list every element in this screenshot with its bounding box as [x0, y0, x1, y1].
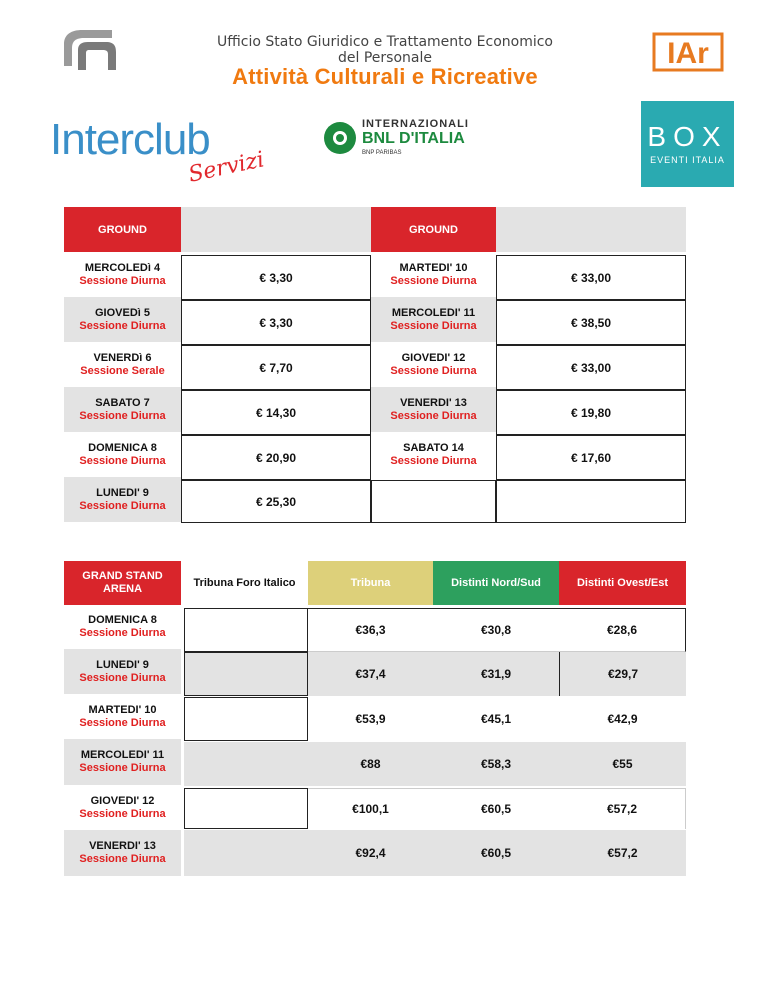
bnl-logo-line2: BNL D'ITALIA [362, 130, 465, 147]
session-label: Sessione Diurna [79, 762, 166, 774]
grandstand-nord-sud-price: €45,1 [433, 697, 559, 741]
grandstand-ovest-est-price: €28,6 [559, 608, 686, 652]
grandstand-day-cell [64, 739, 181, 785]
box-logo-main: BOX [647, 121, 728, 152]
ground-left-day-cell [64, 342, 181, 387]
grandstand-foro-cell [184, 742, 308, 786]
grandstand-header-arena: GRAND STAND ARENA [64, 561, 181, 605]
box-eventi-logo [641, 101, 734, 187]
session-label: Sessione Diurna [79, 499, 166, 512]
ground-right-day-cell [371, 342, 496, 387]
session-label: Sessione Diurna [79, 627, 166, 639]
grandstand-ovest-est-price: €57,2 [559, 788, 686, 829]
grandstand-nord-sud-price: €31,9 [433, 652, 559, 696]
session-label: Sessione Diurna [390, 364, 477, 377]
grandstand-foro-cell [184, 830, 308, 876]
grandstand-foro-cell [184, 788, 308, 829]
grandstand-ovest-est-price: €55 [559, 742, 686, 786]
ground-right-header: GROUND [371, 207, 496, 252]
grandstand-ovest-est-price: €57,2 [559, 830, 686, 876]
ground-right-empty-cell [371, 480, 496, 523]
grandstand-tribuna-price: €36,3 [308, 608, 433, 652]
session-label: Sessione Diurna [79, 671, 166, 684]
day-label: MERCOLEDì 4 [84, 261, 161, 274]
iar-logo-text: IAr [667, 37, 709, 70]
ground-right-day-cell [371, 297, 496, 342]
grandstand-day-cell [64, 649, 181, 694]
interclub-logo-servizi: Servizi [186, 147, 267, 188]
grandstand-tribuna-price: €53,9 [308, 697, 433, 741]
ground-left-day-cell [64, 432, 181, 477]
grandstand-header-nord-sud: Distinti Nord/Sud [433, 561, 559, 605]
session-label: Sessione Diurna [79, 807, 166, 820]
bnl-logo-line3: BNP PARIBAS [362, 150, 402, 156]
ground-left-day-cell [64, 252, 181, 297]
day-label: DOMENICA 8 [88, 614, 157, 626]
office-title [200, 34, 570, 66]
grandstand-foro-cell [184, 652, 308, 696]
interclub-logo-main: Interclub [50, 115, 210, 164]
day-label: VENERDI' 13 [89, 840, 156, 852]
ground-right-price-cell: € 17,60 [496, 435, 686, 480]
grandstand-ovest-est-price: €42,9 [559, 697, 686, 741]
grandstand-day-cell [64, 605, 181, 649]
day-label: VENERDì 6 [93, 351, 152, 364]
office-title-line1: Ufficio Stato Giuridico e Trattamento Economico [216, 34, 553, 50]
grandstand-ovest-est-price: €29,7 [559, 652, 686, 696]
grandstand-tribuna-price: €88 [308, 742, 433, 786]
grandstand-day-cell [64, 694, 181, 739]
section-subtitle: Attività Culturali e Ricreative [232, 64, 538, 89]
ground-left-day-cell [64, 297, 181, 342]
ground-right-price-cell: € 33,00 [496, 345, 686, 390]
day-label: MERCOLEDI' 11 [391, 306, 476, 319]
day-label: GIOVEDì 5 [94, 306, 151, 319]
day-label: LUNEDI' 9 [96, 658, 149, 671]
day-label: MARTEDI' 10 [399, 261, 468, 274]
session-label: Sessione Diurna [79, 409, 166, 422]
bnl-logo-line1: INTERNAZIONALI [362, 118, 469, 130]
ground-left-day-cell [64, 477, 181, 522]
grandstand-foro-cell [184, 608, 308, 652]
ground-left-day-cell [64, 387, 181, 432]
grandstand-foro-cell [184, 697, 308, 741]
ground-left-price-cell: € 7,70 [181, 345, 371, 390]
grandstand-tribuna-price: €100,1 [308, 788, 433, 829]
grandstand-header-tribuna: Tribuna [308, 561, 433, 605]
ground-right-day-cell [371, 432, 496, 477]
day-label: MERCOLEDI' 11 [80, 749, 165, 761]
day-label: DOMENICA 8 [88, 441, 157, 454]
iar-logo [652, 32, 724, 72]
grandstand-nord-sud-price: €30,8 [433, 608, 559, 652]
session-label: Sessione Diurna [79, 454, 166, 467]
grandstand-header-ovest-est: Distinti Ovest/Est [559, 561, 686, 605]
grandstand-tribuna-price: €92,4 [308, 830, 433, 876]
day-label: GIOVEDI' 12 [90, 794, 155, 807]
bnl-logo [322, 118, 472, 160]
ground-right-empty-cell [496, 480, 686, 523]
day-label: MARTEDI' 10 [88, 703, 157, 716]
day-label: SABATO 14 [403, 441, 464, 454]
day-label: VENERDI' 13 [400, 396, 467, 409]
day-label: SABATO 7 [95, 396, 150, 409]
ground-right-day-cell [371, 387, 496, 432]
session-label: Sessione Diurna [390, 319, 477, 332]
session-label: Sessione Diurna [390, 274, 477, 287]
ground-left-header-blank [181, 207, 371, 252]
office-title-line2: del Personale [338, 50, 432, 66]
ground-left-header: GROUND [64, 207, 181, 252]
ground-right-price-cell: € 33,00 [496, 255, 686, 300]
ground-left-price-cell: € 3,30 [181, 255, 371, 300]
session-label: Sessione Diurna [79, 716, 166, 729]
ground-right-day-cell [371, 252, 496, 297]
session-label: Sessione Diurna [79, 274, 166, 287]
grandstand-nord-sud-price: €60,5 [433, 788, 559, 829]
grandstand-header-tribuna-foro: Tribuna Foro Italico [181, 561, 308, 605]
cnr-logo [58, 26, 120, 74]
session-label: Sessione Serale [80, 364, 165, 377]
grandstand-nord-sud-price: €60,5 [433, 830, 559, 876]
ground-left-price-cell: € 3,30 [181, 300, 371, 345]
ground-left-price-cell: € 25,30 [181, 480, 371, 523]
session-label: Sessione Diurna [390, 454, 477, 467]
day-label: LUNEDI' 9 [96, 486, 149, 499]
grandstand-day-cell [64, 830, 181, 876]
session-label: Sessione Diurna [390, 409, 477, 422]
day-label: GIOVEDI' 12 [401, 351, 466, 364]
ground-left-price-cell: € 14,30 [181, 390, 371, 435]
box-logo-sub: EVENTI ITALIA [650, 155, 725, 165]
session-label: Sessione Diurna [79, 853, 166, 865]
ground-right-header-blank [496, 207, 686, 252]
grandstand-day-cell [64, 785, 181, 830]
bnl-emblem-icon [322, 120, 358, 156]
ground-right-price-cell: € 19,80 [496, 390, 686, 435]
session-label: Sessione Diurna [79, 319, 166, 332]
grandstand-tribuna-price: €37,4 [308, 652, 433, 696]
ground-right-price-cell: € 38,50 [496, 300, 686, 345]
interclub-logo [50, 115, 267, 188]
ground-left-price-cell: € 20,90 [181, 435, 371, 480]
grandstand-nord-sud-price: €58,3 [433, 742, 559, 786]
